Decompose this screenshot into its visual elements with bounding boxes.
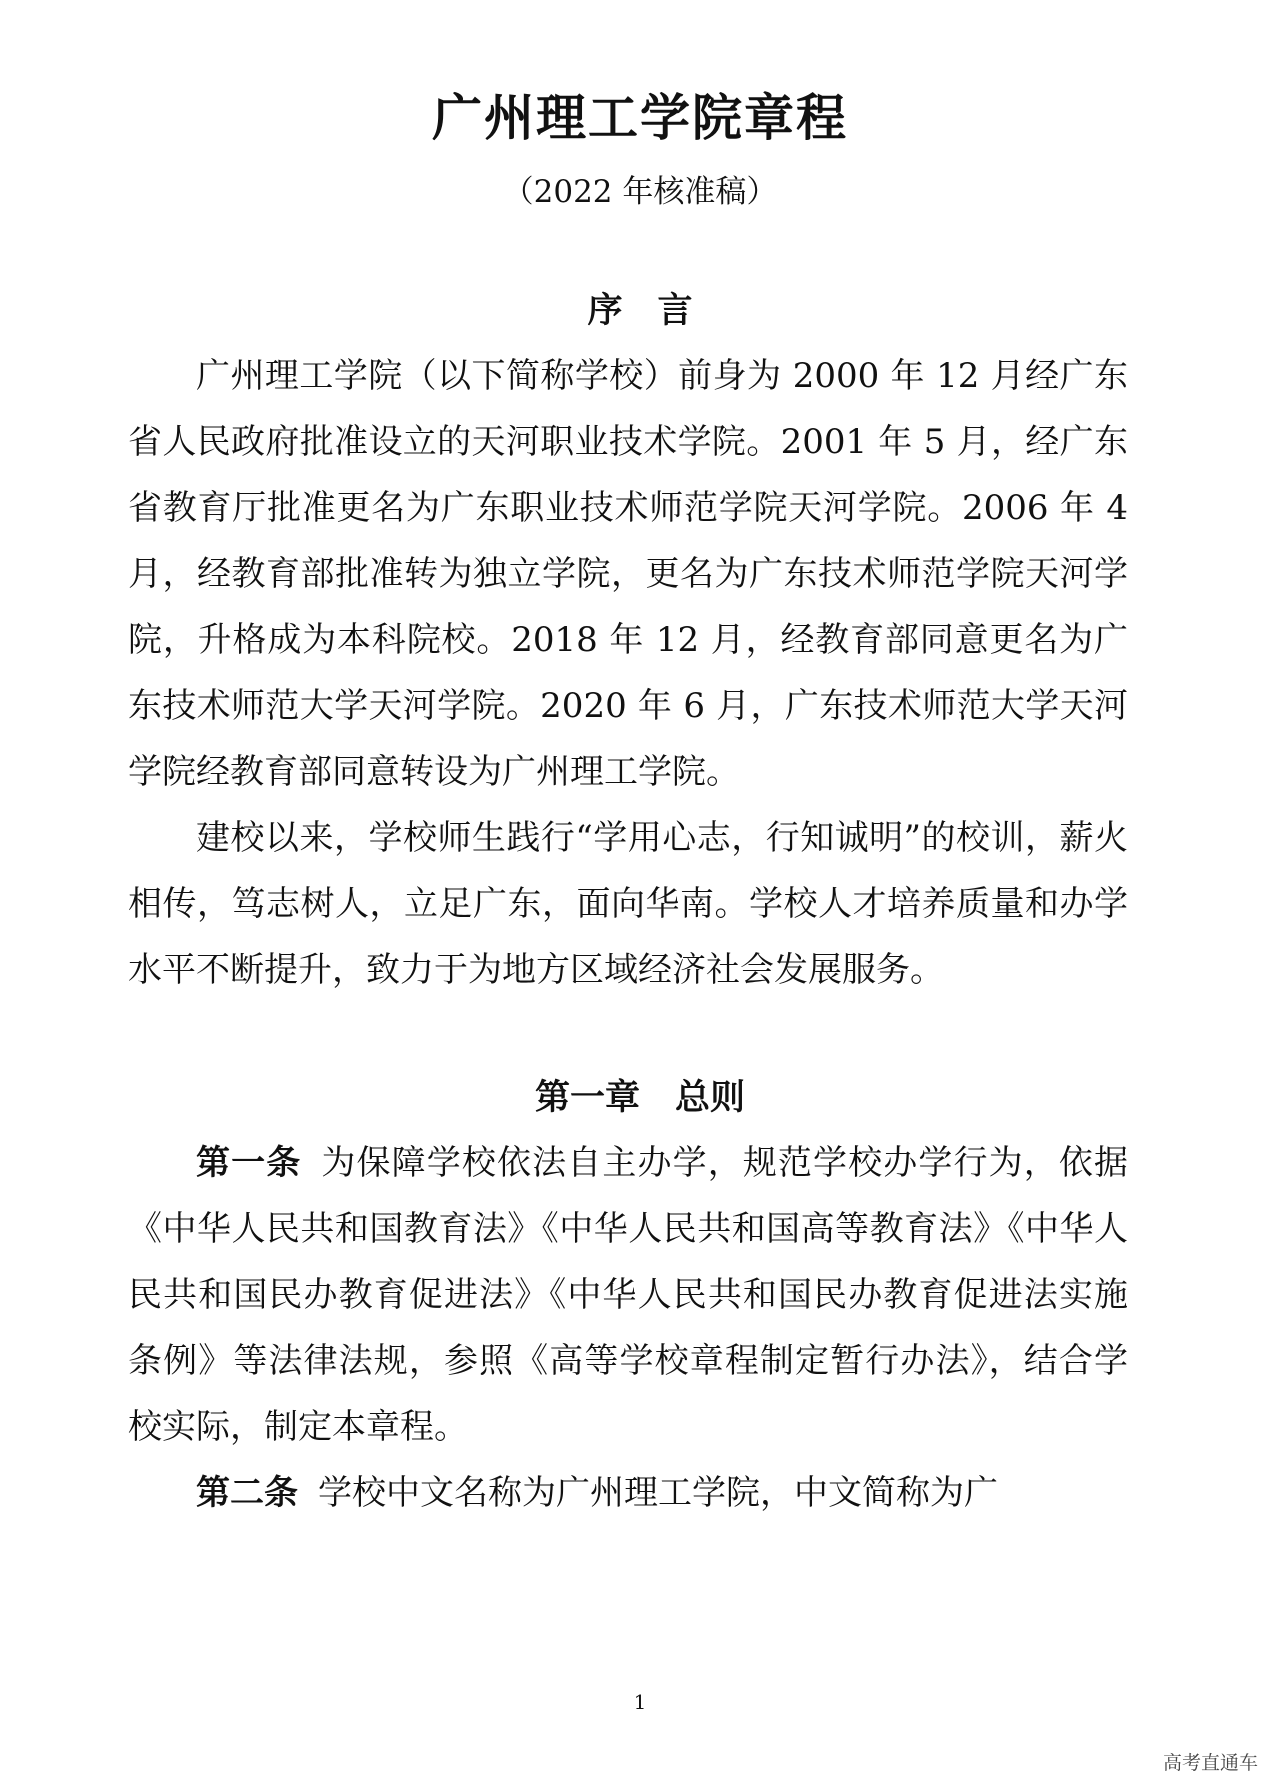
page-number: 1 [633, 1690, 647, 1714]
preface-paragraph-2: 建校以来，学校师生践行“学用心志，行知诚明”的校训，薪火相传，笃志树人，立足广东，面向华南。学校人才培养质量和办学水平不断提升，致力于为地方区域经济社会发展服务。 [128, 818, 1128, 990]
document-subtitle: （2022 年核准稿） [502, 174, 778, 210]
document-title: 广州理工学院章程 [432, 89, 848, 147]
watermark: 高考直通车 [1162, 1752, 1258, 1774]
preface-paragraph-1: 广州理工学院（以下简称学校）前身为 2000 年 12 月经广东省人民政府批准设立的天河职业技术学院。2001 年 5 月，经广东省教育厅批准更名为广东职业技术师范学院天河学院。2006 年 4 月，经教育部批准转为独立学院，更名为广东技术师范学院天河学院，升格成为本科院校。2018 年 12 月，经教育部同意更名为广东技术师范大学天河学院。2020 年 6 月，广东技术师范大学天河学院经教育部同意转设为广州理工学院。 [128, 356, 1128, 792]
preface-heading: 序 言 [587, 291, 693, 331]
article-1-label: 第一条 [196, 1143, 302, 1183]
article-2-label: 第二条 [196, 1473, 298, 1513]
chapter-1-heading: 第一章 总则 [534, 1078, 745, 1118]
article-1 [128, 1130, 1128, 1460]
article-2 [128, 1460, 1128, 1526]
article-1-text: 为保障学校依法自主办学，规范学校办学行为，依据《中华人民共和国教育法》《中华人民共和国高等教育法》《中华人民共和国民办教育促进法》《中华人民共和国民办教育促进法实施条例》等法律法规，参照《高等学校章程制定暂行办法》，结合学校实际，制定本章程。 [128, 1143, 1129, 1447]
article-2-text: 学校中文名称为广州理工学院，中文简称为广 [318, 1473, 998, 1513]
